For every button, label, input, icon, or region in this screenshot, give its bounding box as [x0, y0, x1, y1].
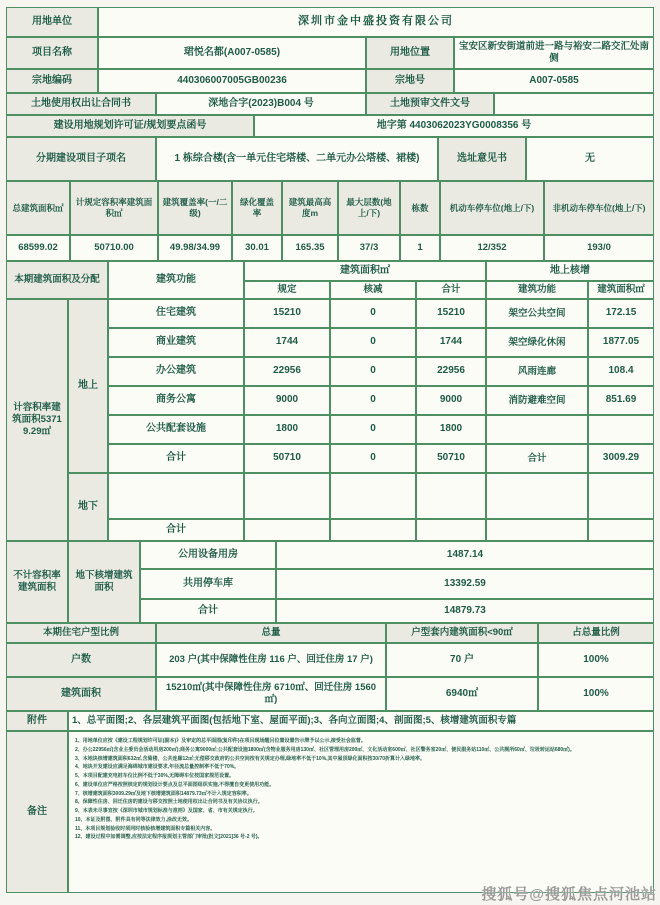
bonus-area-cell: [588, 519, 654, 541]
metric-total-area: 68599.02: [6, 235, 70, 261]
metric-buildings: 1: [400, 235, 440, 261]
underground-bonus-label: 地下核增建筑面积: [68, 541, 140, 623]
housing-section-label: 本期住宅户型比例: [6, 623, 156, 643]
non-far-value-cell: 13392.59: [276, 569, 654, 599]
required-cell: 9000: [244, 386, 330, 415]
table-row: [108, 473, 654, 519]
above-ground-label: 地上: [68, 299, 108, 473]
required-cell: 22956: [244, 357, 330, 386]
func-cell: [108, 473, 244, 519]
housing-area-total: 15210㎡(其中保障性住房 6710㎡、回迁住房 1560㎡): [156, 677, 386, 711]
required-cell: [244, 519, 330, 541]
total-cell: [416, 519, 486, 541]
deduct-cell: 0: [330, 328, 416, 357]
non-far-value-cell: 14879.73: [276, 599, 654, 623]
housing-units-small: 70 户: [386, 643, 538, 677]
required-cell: 1800: [244, 415, 330, 444]
required-cell: 15210: [244, 299, 330, 328]
attachments-label: 附件: [6, 711, 68, 731]
deduct-cell: [330, 519, 416, 541]
func-cell: 商务公寓: [108, 386, 244, 415]
table-row: [6, 677, 654, 711]
allocation-subheader-deduct: 核减: [330, 281, 416, 299]
metric-floors: 37/3: [338, 235, 400, 261]
planning-permit-table: [6, 7, 654, 893]
watermark: [481, 883, 657, 904]
allocation-func-header: 建筑功能: [108, 261, 244, 299]
func-cell: 商业建筑: [108, 328, 244, 357]
metric-parking: 12/352: [440, 235, 544, 261]
bonus-area-cell: 3009.29: [588, 444, 654, 473]
table-row: [108, 328, 654, 357]
bonus-area-cell: 108.4: [588, 357, 654, 386]
allocation-area-header: 建筑面积㎡: [244, 261, 486, 281]
allocation-subheader-bonus-func: 建筑功能: [486, 281, 588, 299]
housing-area-label: 建筑面积: [6, 677, 156, 711]
allocation-bonus-header: 地上核增: [486, 261, 654, 281]
remark-line: 2、办公22956㎡(含业主委员会活动用房200㎡);商务公寓9000㎡;公共配套设施1800㎡(含物业服务用房130㎡、社区管理用房200㎡、文化活动室600㎡、社区警务室20㎡、便民服务站110㎡、公共厕所60㎡、垃圾转运站680㎡)。: [75, 746, 575, 753]
metric-header-height: 建筑最高高度m: [282, 181, 338, 235]
site-opinion-label: 选址意见书: [438, 137, 526, 181]
table-row: [6, 643, 654, 677]
metric-green: 30.01: [232, 235, 282, 261]
housing-units-total: 203 户(其中保障性住房 116 户、回迁住房 17 户): [156, 643, 386, 677]
remark-line: 11、本项目规划验收时须同时核验核增建筑面积专篇相关内容。: [75, 825, 216, 832]
metric-header-floors: 最大层数(地上/下): [338, 181, 400, 235]
metric-header-parking: 机动车停车位(地上/下): [440, 181, 544, 235]
required-cell: 1744: [244, 328, 330, 357]
total-cell: 1800: [416, 415, 486, 444]
table-row: [108, 386, 654, 415]
allocation-subheader-bonus-area: 建筑面积㎡: [588, 281, 654, 299]
allocation-subheader-total: 合计: [416, 281, 486, 299]
permit-value: 地字第 4403062023YG0008356 号: [254, 115, 654, 137]
permit-label: 建设用地规划许可证/规划要点函号: [6, 115, 254, 137]
remark-line: 5、本项目配建充电桩车位比例不低于30%,无障碍车位按国家规范设置。: [75, 773, 235, 779]
watermark-text: 搜狐号@搜狐焦点河池站: [481, 886, 657, 903]
remark-line: 4、地块开发建设应满足海绵城市建设要求,年径流总量控制率不低于70%。: [75, 764, 240, 771]
metric-coverage: 49.98/34.99: [158, 235, 232, 261]
deduct-cell: 0: [330, 444, 416, 473]
parcel-no-label: 宗地号: [366, 69, 454, 93]
remarks-label: 备注: [6, 731, 68, 893]
contract-label: 土地使用权出让合同书: [6, 93, 156, 115]
housing-col-percent: 占总量比例: [538, 623, 654, 643]
site-opinion-value: 无: [526, 137, 654, 181]
bonus-area-cell: [588, 415, 654, 444]
non-far-subtotal-cell: 合计: [140, 599, 276, 623]
bonus-func-cell: 消防避难空间: [486, 386, 588, 415]
contract-value: 深地合字(2023)B004 号: [156, 93, 366, 115]
bonus-area-cell: [588, 473, 654, 519]
func-cell: 公共配套设施: [108, 415, 244, 444]
deduct-cell: 0: [330, 415, 416, 444]
required-cell: 50710: [244, 444, 330, 473]
subproject-label: 分期建设项目子项名: [6, 137, 156, 181]
metric-header-bike-parking: 非机动车停车位(地上/下): [544, 181, 654, 235]
housing-units-label: 户数: [6, 643, 156, 677]
func-cell: 办公建筑: [108, 357, 244, 386]
remark-line: 8、保障性住房、回迁住房的建设与移交按照土地使用权出让合同书及有关协议执行。: [75, 799, 263, 806]
remark-line: 6、建设单位应严格按照核定的规划设计要点及总平面图组织实施,不得擅自变更使用功能。: [75, 781, 275, 788]
attachments-text: 1、总平面图;2、各层建筑平面图(包括地下室、屋面平面);3、各向立面图;4、剖面图;5、核增建筑面积专篇: [68, 711, 654, 731]
housing-units-percent: 100%: [538, 643, 654, 677]
bonus-area-cell: 851.69: [588, 386, 654, 415]
bonus-func-cell: [486, 415, 588, 444]
bonus-func-cell: 架空公共空间: [486, 299, 588, 328]
metric-header-buildings: 栋数: [400, 181, 440, 235]
deduct-cell: 0: [330, 386, 416, 415]
remark-line: 3、本地块核增建筑面积632㎡,含骑楼、公共连廊12㎡;无偿移交政府的公共空间按有关规定办理,绿地率不低于10%,其中屋顶绿化面积按30/70折算计入绿地率。: [75, 755, 426, 762]
bonus-func-cell: 架空绿化休闲: [486, 328, 588, 357]
metric-header-green: 绿化覆盖率: [232, 181, 282, 235]
remark-line: 1、用地单位应按《建设工程规划许可证(副本)》及审定的总平面图(复印件)在项目现场醒目位置设置告示牌予以公示,接受社会监督。: [75, 738, 366, 744]
housing-area-small: 6940㎡: [386, 677, 538, 711]
total-cell: 22956: [416, 357, 486, 386]
func-subtotal-cell: 合计: [108, 444, 244, 473]
remarks-lines: [75, 737, 647, 842]
metric-bike-parking: 193/0: [544, 235, 654, 261]
remark-line: 10、本证及附图、附件具有同等法律效力,涂改无效。: [75, 816, 192, 823]
project-name-label: 项目名称: [6, 37, 98, 69]
metric-header-total-area: 总建筑面积㎡: [6, 181, 70, 235]
parcel-no-value: A007-0585: [454, 69, 654, 93]
preview-doc-value: [494, 93, 654, 115]
parcel-code-value: 440306007005GB00236: [98, 69, 366, 93]
allocation-subheader-required: 规定: [244, 281, 330, 299]
total-cell: 9000: [416, 386, 486, 415]
location-label: 用地位置: [366, 37, 454, 69]
total-cell: 1744: [416, 328, 486, 357]
table-row: [140, 541, 654, 569]
allocation-section-label: 本期建筑面积及分配: [6, 261, 108, 299]
remarks-text-block: [68, 731, 654, 893]
land-user-label: 用地单位: [6, 7, 98, 37]
non-far-name-cell: 公用设备用房: [140, 541, 276, 569]
preview-doc-label: 土地预审文件文号: [366, 93, 494, 115]
table-row: [108, 357, 654, 386]
metric-header-far-area: 计规定容积率建筑面积㎡: [70, 181, 158, 235]
far-area-group-label: 计容积率建筑面积53719.29㎡: [6, 299, 68, 541]
deduct-cell: [330, 473, 416, 519]
table-row: [108, 299, 654, 328]
deduct-cell: 0: [330, 299, 416, 328]
table-row: [108, 444, 654, 473]
total-cell: 50710: [416, 444, 486, 473]
metric-height: 165.35: [282, 235, 338, 261]
total-cell: [416, 473, 486, 519]
table-row: [108, 519, 654, 541]
non-far-value-cell: 1487.14: [276, 541, 654, 569]
below-ground-label: 地下: [68, 473, 108, 541]
remark-line: 9、本表未尽事宜按《深圳市城市规划标准与准则》及国家、省、市有关规定执行。: [75, 808, 258, 814]
bonus-func-cell: [486, 473, 588, 519]
func-cell: 住宅建筑: [108, 299, 244, 328]
parcel-code-label: 宗地编码: [6, 69, 98, 93]
housing-col-total: 总量: [156, 623, 386, 643]
bonus-area-cell: 1877.05: [588, 328, 654, 357]
bonus-func-cell: [486, 519, 588, 541]
land-user-value: 深圳市金中盛投资有限公司: [98, 7, 654, 37]
table-row: [108, 415, 654, 444]
subproject-value: 1 栋综合楼(含一单元住宅塔楼、二单元办公塔楼、裙楼): [156, 137, 438, 181]
non-far-group-label: 不计容积率建筑面积: [6, 541, 68, 623]
required-cell: [244, 473, 330, 519]
project-name-value: 珺悦名都(A007-0585): [98, 37, 366, 69]
table-row: [140, 599, 654, 623]
housing-area-percent: 100%: [538, 677, 654, 711]
metric-header-coverage: 建筑覆盖率(一/二级): [158, 181, 232, 235]
remark-line: 7、核增建筑面积3009.29㎡及地下核增建筑面积14879.73㎡不计入规定容积率。: [75, 790, 252, 797]
table-row: [140, 569, 654, 599]
bonus-func-cell: 风雨连廊: [486, 357, 588, 386]
metric-far-area: 50710.00: [70, 235, 158, 261]
deduct-cell: 0: [330, 357, 416, 386]
func-subtotal-cell: 合计: [108, 519, 244, 541]
non-far-name-cell: 共用停车库: [140, 569, 276, 599]
bonus-func-subtotal-cell: 合计: [486, 444, 588, 473]
bonus-area-cell: 172.15: [588, 299, 654, 328]
location-value: 宝安区新安街道前进一路与裕安二路交汇处南侧: [454, 37, 654, 69]
housing-col-small-units: 户型套内建筑面积<90㎡: [386, 623, 538, 643]
total-cell: 15210: [416, 299, 486, 328]
remark-line: 12、建设过程中如需调整,应按法定程序报规划主管部门审批(批文[2021]36 号-2 号)。: [75, 834, 263, 841]
